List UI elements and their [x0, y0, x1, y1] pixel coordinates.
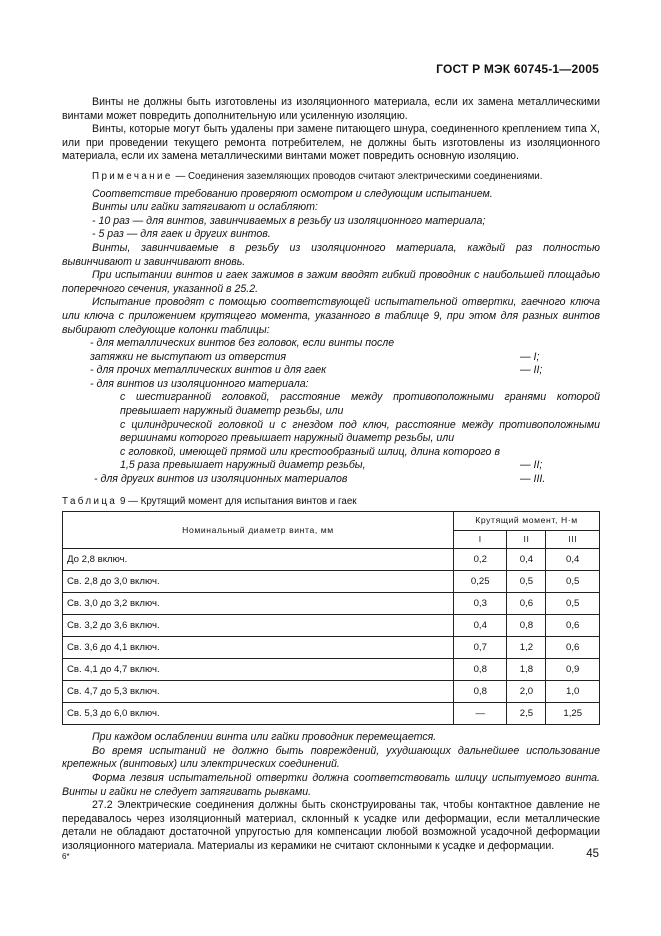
table-row	[63, 549, 600, 571]
diameter-cell: Св. 5,3 до 6,0 включ.	[63, 703, 454, 725]
list-item: - для металлических винтов без головок, если винты после	[90, 337, 395, 350]
diameter-column-header: Номинальный диаметр винта, мм	[63, 512, 454, 549]
torque-cell: 0,25	[454, 571, 507, 593]
paragraph: - 10 раз — для винтов, завинчиваемых в резьбу из изоляционного материала;	[92, 214, 486, 227]
torque-cell: 0,8	[507, 615, 546, 637]
paragraph: Винты не должны быть изготовлены из изоляционного материала, если их замена металлическими винтами может повредить дополнительную или усиленную изоляцию.	[62, 96, 600, 122]
torque-cell: 0,9	[546, 659, 600, 681]
torque-cell: 1,25	[546, 703, 600, 725]
list-subitem: с головкой, имеющей прямой или крестообразный шлиц, длина которого в 1,5 раза превышает наружный диаметр резьбы, — II;	[120, 445, 543, 472]
paragraph: Форма лезвия испытательной отвертки должна соответствовать шлицу испытуемого винта. Винты и гайки не следует затягивать рывками.	[62, 772, 600, 798]
torque-cell: 0,2	[454, 549, 507, 571]
document-header: ГОСТ Р МЭК 60745-1—2005	[436, 62, 599, 76]
paragraph: При каждом ослаблении винта или гайки проводник перемещается.	[92, 731, 437, 744]
paragraph: Винты или гайки затягивают и ослабляют:	[92, 201, 318, 214]
torque-cell: 0,6	[507, 593, 546, 615]
torque-cell: 0,8	[454, 681, 507, 703]
table-title: Таблица 9 — Крутящий момент для испытания винтов и гаек	[62, 495, 357, 507]
torque-cell: 1,0	[546, 681, 600, 703]
torque-cell: 0,3	[454, 593, 507, 615]
torque-table	[62, 511, 600, 725]
paragraph: Винты, завинчиваемые в резьбу из изоляционного материала, каждый раз полностью вывинчивают и завинчивают вновь.	[62, 241, 600, 268]
list-item: - для прочих металлических винтов и для гаек — II;	[90, 364, 543, 377]
table-row	[63, 681, 600, 703]
page-number: 45	[586, 848, 599, 860]
torque-subheader: III	[546, 530, 600, 549]
paragraph: Винты, которые могут быть удалены при замене питающего шнура, соединенного креплением типа Х, или при проведении текущего ремонта потребителем, не должны быть изготовлены из изоляционного материала, если их замена металлическими винтами может повредить основную изоляцию.	[62, 123, 600, 163]
torque-cell: 0,5	[546, 593, 600, 615]
diameter-cell: Св. 3,0 до 3,2 включ.	[63, 593, 454, 615]
paragraph: При испытании винтов и гаек зажимов в зажим вводят гибкий проводник с наибольшей площадью поперечного сечения, указанной в 25.2.	[62, 269, 600, 295]
note	[62, 170, 600, 184]
column-selection-list	[62, 337, 600, 487]
torque-column-header: Крутящий момент, Н·м	[454, 512, 600, 531]
paragraph: Во время испытаний не должно быть повреждений, ухудшающих дальнейшее использование крепежных (винтовых) или электрических соединений.	[62, 744, 600, 771]
table-row	[63, 637, 600, 659]
table-row	[63, 615, 600, 637]
table-row	[63, 659, 600, 681]
list-subitem: с шестигранной головкой, расстояние между противоположными гранями которой превышает наружный диаметр резьбы, или	[120, 391, 600, 418]
torque-cell: 1,2	[507, 637, 546, 659]
paragraph: Испытание проводят с помощью соответствующей испытательной отвертки, гаечного ключа или ключа с приложением крутящего момента, указанного в таблице 9, при этом для разных винтов выбирают следующие колонки таблицы:	[62, 296, 600, 336]
torque-cell: 1,8	[507, 659, 546, 681]
diameter-cell: Св. 4,1 до 4,7 включ.	[63, 659, 454, 681]
diameter-cell: До 2,8 включ.	[63, 549, 454, 571]
diameter-cell: Св. 4,7 до 5,3 включ.	[63, 681, 454, 703]
diameter-cell: Св. 3,2 до 3,6 включ.	[63, 615, 454, 637]
page-content	[62, 96, 600, 854]
torque-subheader: II	[507, 530, 546, 549]
torque-cell: 0,5	[507, 571, 546, 593]
footer-mark: 6*	[62, 852, 70, 861]
note-label: Примечание	[92, 170, 173, 182]
paragraph: 27.2 Электрические соединения должны быть сконструированы так, чтобы контактное давление не передавалось через изоляционный материал, склонный к усадке или деформации, если металлические детали не обладают достаточной упругостью для компенсации любой возможной усадочной деформации изоляционного материала. Материалы из керамики не считают склонными к усадке и деформации.	[62, 799, 600, 852]
list-item: затяжки не выступают из отверстия — I;	[90, 350, 540, 363]
list-item: - для винтов из изоляционного материала:	[90, 377, 309, 390]
table-body	[63, 549, 600, 725]
torque-cell: 0,4	[454, 615, 507, 637]
torque-subheader: I	[454, 530, 507, 549]
list-item: - для других винтов из изоляционных материалов — III.	[94, 473, 546, 486]
list-subitem: с цилиндрической головкой и с гнездом под ключ, расстояние между противоположными вершинами которого превышает наружный диаметр резьбы, или	[120, 418, 600, 445]
note-text: — Соединения заземляющих проводов считают электрическими соединениями.	[172, 170, 543, 182]
torque-cell: 0,6	[546, 637, 600, 659]
torque-cell: 0,7	[454, 637, 507, 659]
torque-cell: 0,8	[454, 659, 507, 681]
torque-cell: 0,5	[546, 571, 600, 593]
table-row	[63, 571, 600, 593]
torque-cell: 2,5	[507, 703, 546, 725]
diameter-cell: Св. 2,8 до 3,0 включ.	[63, 571, 454, 593]
torque-cell: 0,6	[546, 615, 600, 637]
torque-cell: 0,4	[546, 549, 600, 571]
paragraph: - 5 раз — для гаек и других винтов.	[92, 228, 271, 241]
table-row	[63, 703, 600, 725]
table-row	[63, 593, 600, 615]
torque-cell: 2,0	[507, 681, 546, 703]
paragraph: Соответствие требованию проверяют осмотром и следующим испытанием.	[92, 187, 493, 200]
torque-cell: —	[454, 703, 507, 725]
torque-cell: 0,4	[507, 549, 546, 571]
diameter-cell: Св. 3,6 до 4,1 включ.	[63, 637, 454, 659]
